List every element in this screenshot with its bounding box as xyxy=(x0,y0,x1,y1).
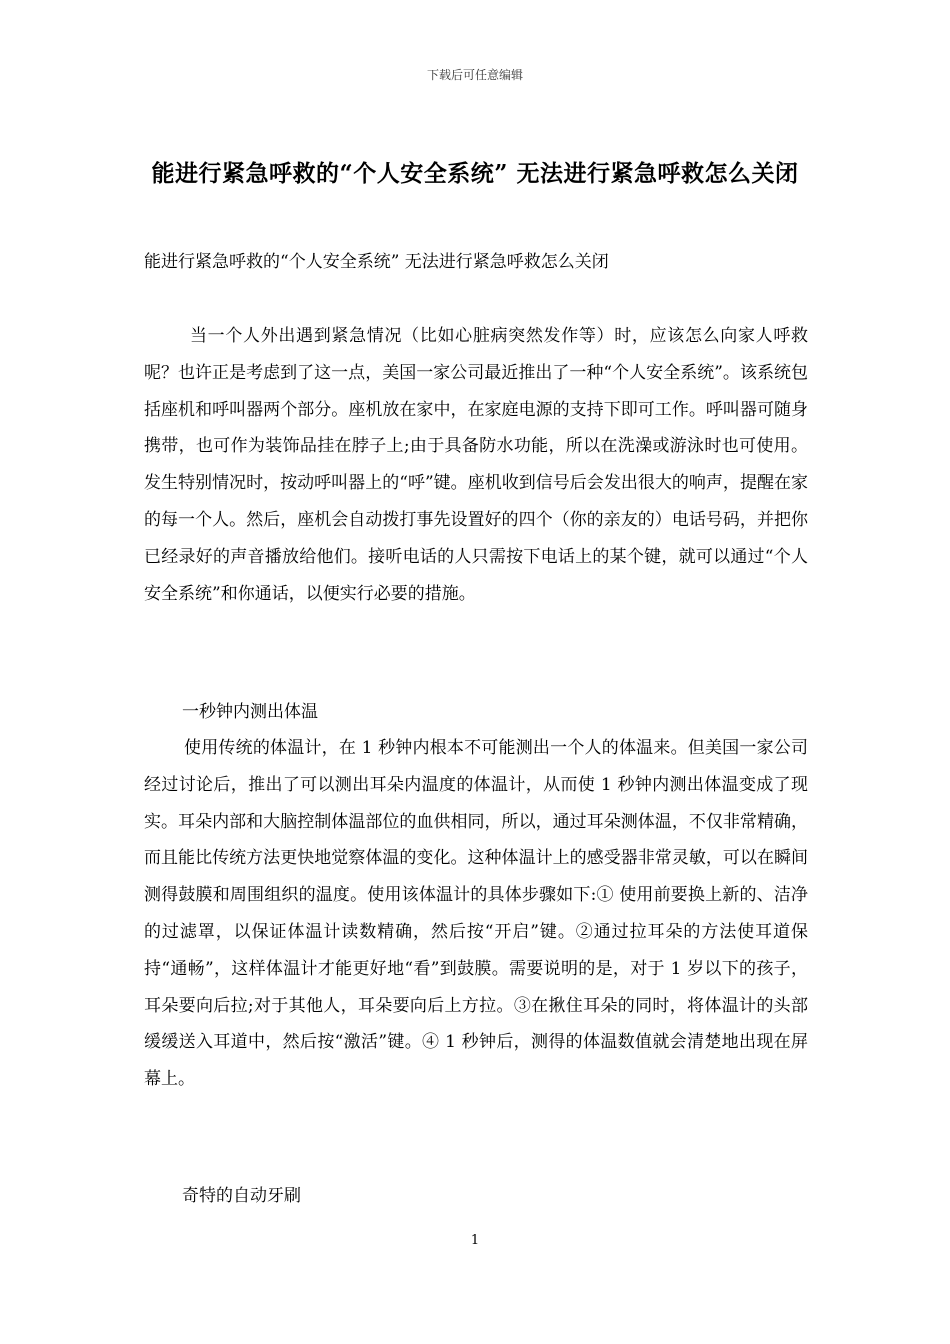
document-subtitle: 能进行紧急呼救的“个人安全系统” 无法进行紧急呼救怎么关闭 xyxy=(144,252,609,272)
page-number: 1 xyxy=(470,1233,480,1248)
section-heading-toothbrush: 奇特的自动牙刷 xyxy=(182,1186,301,1206)
document-title: 能进行紧急呼救的“个人安全系统” 无法进行紧急呼救怎么关闭 xyxy=(151,160,799,187)
page-header-note: 下载后可任意编辑 xyxy=(426,68,523,82)
section-heading-thermometer: 一秒钟内测出体温 xyxy=(182,702,318,722)
paragraph-thermometer: 使用传统的体温计，在 1 秒钟内根本不可能测出一个人的体温来。但美国一家公司经过讨论后，推出了可以测出耳朵内温度的体温计，从而使 1 秒钟内测出体温变成了现实。耳朵内部和大脑控制体温部位的血供相同，所以，通过耳朵测体温，不仅非常精确，而且能比传统方法更快地觉察体温的变化。这种体温计上的感受器非常灵敏，可以在瞬间测得鼓膜和周围组织的温度。使用该体温计的具体步骤如下:① 使用前要换上新的、洁净的过滤罩，以保证体温计读数精确，然后按“开启”键。②通过拉耳朵的方法使耳道保持“通畅”，这样体温计才能更好地“看”到鼓膜。需要说明的是，对于 1 岁以下的孩子，耳朵要向后拉;对于其他人，耳朵要向后上方拉。③在揪住耳朵的同时，将体温计的头部缓缓送入耳道中，然后按“激活”键。④ 1 秒钟后，测得的体温数值就会清楚地出现在屏幕上。 xyxy=(144,738,808,1090)
paragraph-intro: 当一个人外出遇到紧急情况（比如心脏病突然发作等）时，应该怎么向家人呼救呢？也许正是考虑到了这一点，美国一家公司最近推出了一种“个人安全系统”。该系统包括座机和呼叫器两个部分。座机放在家中，在家庭电源的支持下即可工作。呼叫器可随身携带，也可作为装饰品挂在脖子上;由于具备防水功能，所以在洗澡或游泳时也可使用。发生特别情况时，按动呼叫器上的“呼”键。座机收到信号后会发出很大的响声，提醒在家的每一个人。然后，座机会自动拨打事先设置好的四个（你的亲友的）电话号码，并把你已经录好的声音播放给他们。接听电话的人只需按下电话上的某个键，就可以通过“个人安全系统”和你通话，以便实行必要的措施。 xyxy=(144,326,808,604)
